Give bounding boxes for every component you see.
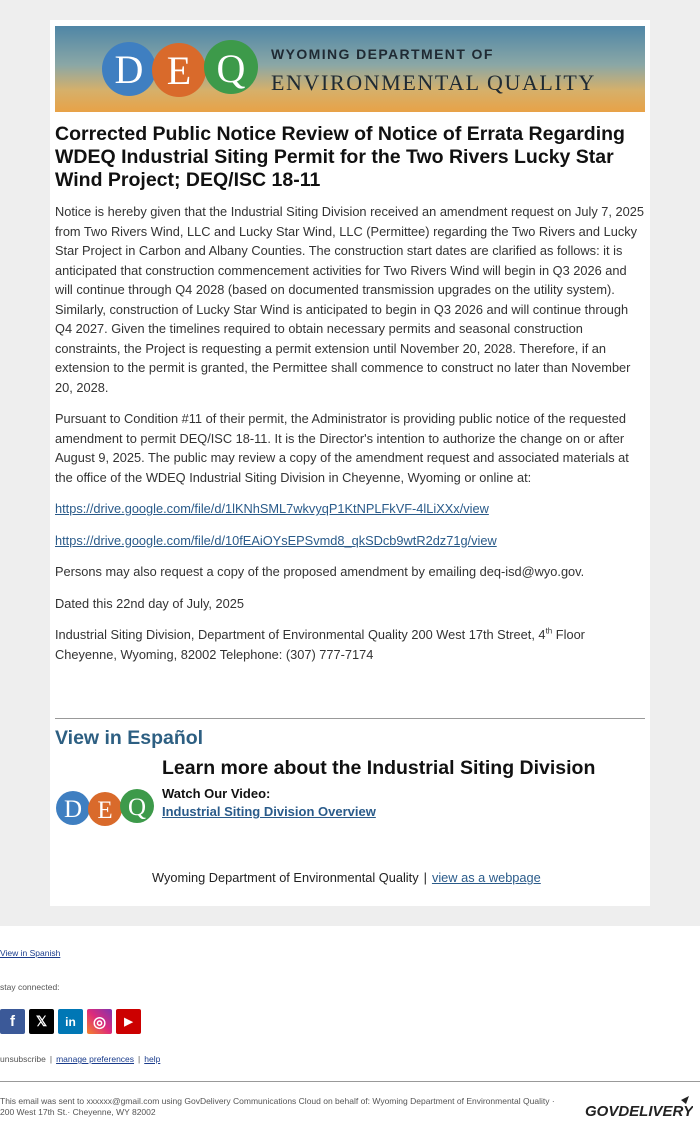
section-divider: [55, 718, 645, 719]
linkedin-glyph: in: [65, 1014, 76, 1029]
help-link[interactable]: help: [144, 1054, 161, 1064]
instagram-glyph: ◎: [92, 1013, 107, 1031]
preferences-row: [0, 1054, 160, 1064]
deq-logo-q: Q: [216, 46, 246, 91]
banner-line2: ENVIRONMENTAL QUALITY: [271, 70, 596, 95]
pipe-2: |: [138, 1054, 141, 1064]
social-icons: [0, 1009, 145, 1034]
linkedin-icon[interactable]: [58, 1009, 83, 1034]
notice-date: Dated this 22nd day of July, 2025: [55, 595, 244, 611]
x-glyph: 𝕏: [35, 1013, 48, 1029]
drive-link-2[interactable]: https://drive.google.com/file/d/10fEAiOYsEPSvmd8_qkSDcb9wtR2dz71g/view: [55, 532, 497, 548]
drive-link-1-row: [55, 499, 645, 519]
sent-disclaimer: This email was sent to xxxxxx@gmail.com using GovDelivery Communications Cloud on behalf of: Wyoming Department of Environmental Quality · 200 West 17th St.· Cheyenne, WY 82002: [0, 1096, 555, 1117]
youtube-icon[interactable]: [116, 1009, 141, 1034]
notice-paragraph-1: Notice is hereby given that the Industrial Siting Division received an amendment request on July 7, 2025 from Two Rivers Wind, LLC and Lucky Star Wind, LLC (Permittee) regarding the Two Rivers and Lucky Star Project in Carbon and Albany Counties. The construction start dates are clarified as follows: it is anticipated that construction commencement activities for Two Rivers Wind will begin in Q3 2026 and will continue through Q4 2028 (based on documented transmission upgrades on the utility system). Similarly, construction of Lucky Star Wind is anticipated to begin in Q3 2026 and will continue through Q4 2027. Given the timelines required to obtain necessary permits and seasonal construction constraints, the Project is requesting a permit extension until November 20, 2028. Therefore, if an extension to the permit is granted, the Permittee shall commence to construct no later than November 20, 2028.: [55, 204, 644, 395]
small-logo-q: Q: [127, 794, 147, 821]
drive-link-2-row: [55, 531, 645, 551]
govdelivery-logo: [585, 1094, 693, 1120]
email-card: [50, 20, 650, 906]
notice-title: Corrected Public Notice Review of Notice of Errata Regarding WDEQ Industrial Siting Permit for the Two Rivers Lucky Star Wind Project; DEQ/ISC 18-11: [55, 123, 625, 191]
small-logo-e: E: [97, 797, 113, 824]
instagram-icon[interactable]: [87, 1009, 112, 1034]
view-in-espanol-link[interactable]: View in Español: [55, 727, 204, 749]
footer-org: Wyoming Department of Environmental Quality: [152, 870, 419, 885]
youtube-glyph: ▶: [124, 1016, 133, 1028]
address-part-2: Floor Cheyenne, Wyoming, 82002 Telephone: (307) 777-7174: [55, 627, 585, 662]
unsubscribe-link[interactable]: unsubscribe: [0, 1054, 46, 1064]
learn-more-heading: Learn more about the Industrial Siting Division: [162, 757, 596, 779]
x-icon[interactable]: [29, 1009, 54, 1034]
facebook-glyph: f: [10, 1013, 15, 1030]
bottom-divider: [0, 1081, 700, 1082]
learn-more-section: [55, 756, 645, 838]
watch-video-label: Watch Our Video:: [162, 786, 271, 801]
notice-paragraph-2: Pursuant to Condition #11 of their permit, the Administrator is providing public notice of the requested amendment to permit DEQ/ISC 18-11. It is the Director's intention to authorize the change on or after August 9, 2025. The public may review a copy of the amendment request and associated materials at the office of the WDEQ Industrial Siting Division in Cheyenne, Wyoming or online at:: [55, 411, 629, 485]
deq-logo-e: E: [166, 48, 192, 93]
deq-logo: [102, 40, 258, 97]
footer-separator: |: [423, 870, 427, 885]
notice-address: [55, 625, 645, 664]
govdelivery-text: GOVDELIVERY: [585, 1103, 693, 1120]
card-footer: [55, 870, 645, 885]
video-link[interactable]: Industrial Siting Division Overview: [162, 804, 376, 819]
facebook-icon[interactable]: [0, 1009, 25, 1034]
learn-more-text: [162, 756, 595, 819]
deq-small-logo: [55, 778, 155, 838]
drive-link-1[interactable]: https://drive.google.com/file/d/1lKNhSML7wkvyqP1KtNPLFkVF-4lLiXXx/view: [55, 501, 489, 516]
stay-connected-label: stay connected:: [0, 982, 60, 992]
manage-preferences-link[interactable]: manage preferences: [56, 1054, 135, 1064]
address-superscript: th: [545, 626, 553, 636]
pipe-1: |: [49, 1054, 53, 1064]
address-part-1: Industrial Siting Division, Department of Environmental Quality 200 West 17th Street, 4: [55, 627, 546, 642]
view-as-webpage-link[interactable]: view as a webpage: [431, 870, 541, 885]
deq-banner: [55, 26, 645, 112]
small-logo-d: D: [63, 796, 83, 823]
deq-logo-d: D: [114, 47, 144, 92]
view-in-spanish-link[interactable]: View in Spanish: [0, 948, 61, 958]
notice-paragraph-3: Persons may also request a copy of the proposed amendment by emailing deq-isd@wyo.gov.: [55, 564, 585, 579]
banner-line1: WYOMING DEPARTMENT OF: [271, 46, 494, 62]
